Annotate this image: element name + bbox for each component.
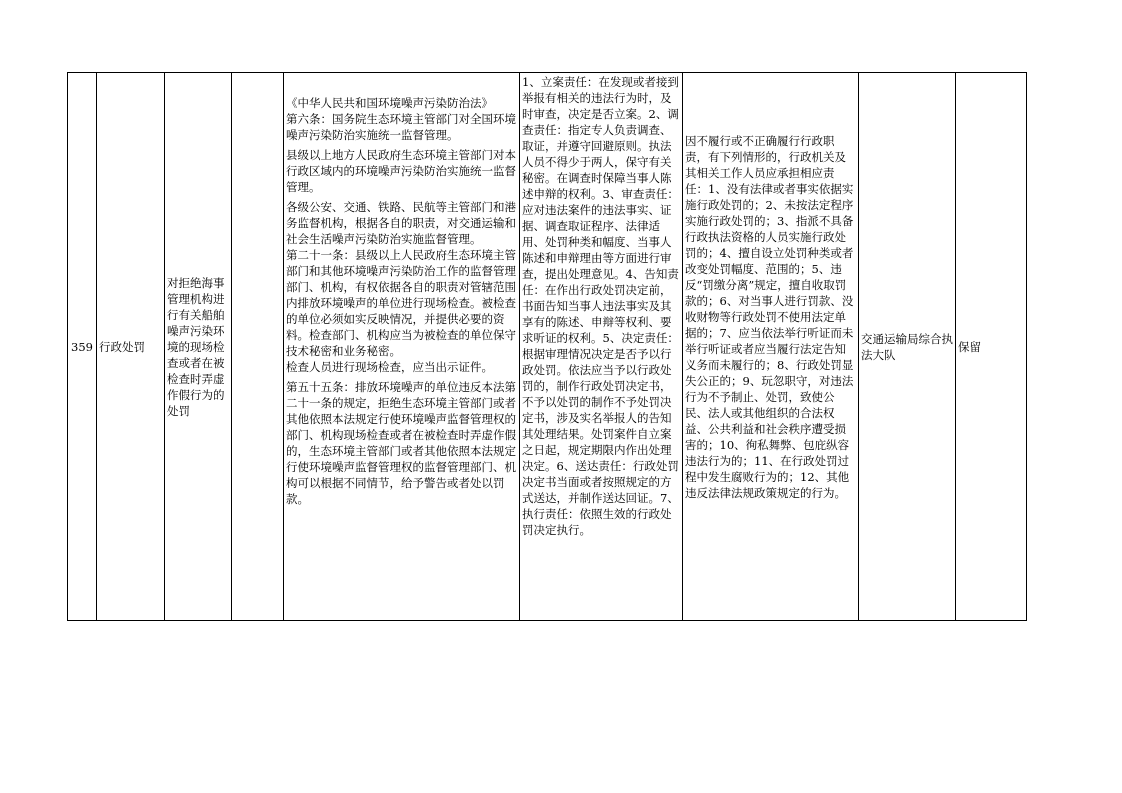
basis-article-55: 第五十五条：排放环境噪声的单位违反本法第二十一条的规定，拒绝生态环境主管部门或者其他依照本法规定行使环境噪声监督管理权的部门、机构现场检查或者在被检查时弄虚作假的，生态环境主管部门或者其他依照本法规定行使环境噪声监督管理权的监督管理部门、机构可以根据不同情节，给予警告或者处以罚款。 [286, 380, 516, 506]
basis-law-title: 《中华人民共和国环境噪声污染防治法》 [286, 96, 493, 110]
basis-article-6: 第六条：国务院生态环境主管部门对全国环境噪声污染防治实施统一监督管理。 [286, 112, 516, 142]
status-cell: 保留 [956, 73, 1027, 621]
basis-article-6-para-2: 县级以上地方人民政府生态环境主管部门对本行政区域内的环境噪声污染防治实施统一监督管理。 [286, 148, 516, 194]
row-number: 359 [68, 73, 97, 621]
responsible-department: 交通运输局综合执法大队 [859, 73, 956, 621]
power-list-table [67, 72, 1027, 621]
table-row [68, 73, 1027, 621]
item-name: 对拒绝海事管理机构进行有关船舶噪声污染环境的现场检查或者在被检查时弄虚作假行为的处罚 [165, 73, 232, 621]
accountability: 因不履行或不正确履行行政职责，有下列情形的，行政机关及其相关工作人员应承担相应责任：1、没有法律或者事实依据实施行政处罚的；2、未按法定程序实施行政处罚的；3、指派不具备行政执法资格的人员实施行政处罚的；4、擅自设立处罚种类或者改变处罚幅度、范围的；5、违反“罚缴分离”规定，擅自收取罚款的；6、对当事人进行罚款、没收财物等行政处罚不使用法定单据的；7、应当依法举行听证而未举行听证或者应当履行法定告知义务而未履行的；8、行政处罚显失公正的；9、玩忽职守，对违法行为不予制止、处罚，致使公民、法人或其他组织的合法权益、公共利益和社会秩序遭受损害的；10、徇私舞弊、包庇纵容违法行为的；11、在行政处罚过程中发生腐败行为的；12、其他违反法律法规政策规定的行为。 [683, 73, 859, 621]
basis-article-21-para-2: 检查人员进行现场检查，应当出示证件。 [286, 360, 493, 374]
sub-item-cell [232, 73, 284, 621]
basis-article-6-para-3: 各级公安、交通、铁路、民航等主管部门和港务监督机构，根据各自的职责，对交通运输和社会生活噪声污染防治实施监督管理。 [286, 200, 516, 246]
duty-text: 1、立案责任：在发现或者接到举报有相关的违法行为时，及时审查，决定是否立案。2、调查责任：指定专人负责调查、取证，并遵守回避原则。执法人员不得少于两人，保守有关秘密。在调查时保障当事人陈述申辩的权利。3、审查责任：应对违法案件的违法事实、证据、调查取证程序、法律适用、处罚种类和幅度、当事人陈述和申辩理由等方面进行审查，提出处理意见。4、告知责任：在作出行政处罚决定前，书面告知当事人违法事实及其享有的陈述、申辩等权利、要求听证的权利。5、决定责任：根据审理情况决定是否予以行政处罚。依法应当予以行政处罚的，制作行政处罚决定书，不予以处罚的制作不予处罚决定书，涉及实名举报人的告知其处理结果。处罚案件自立案之日起，规定期限内作出处理决定。6、送达责任：行政处罚决定书当面或者按照规定的方式送达，并制作送达回证。7、执行责任：依照生效的行政处罚决定执行。 [522, 75, 679, 537]
legal-basis [284, 73, 520, 621]
power-category: 行政处罚 [97, 73, 165, 621]
basis-article-21: 第二十一条：县级以上人民政府生态环境主管部门和其他环境噪声污染防治工作的监督管理部门、机构，有权依据各自的职责对管辖范围内排放环境噪声的单位进行现场检查。被检查的单位必须如实反映情况，并提供必要的资料。检查部门、机构应当为被检查的单位保守技术秘密和业务秘密。 [286, 248, 516, 358]
duty-items [520, 73, 683, 621]
